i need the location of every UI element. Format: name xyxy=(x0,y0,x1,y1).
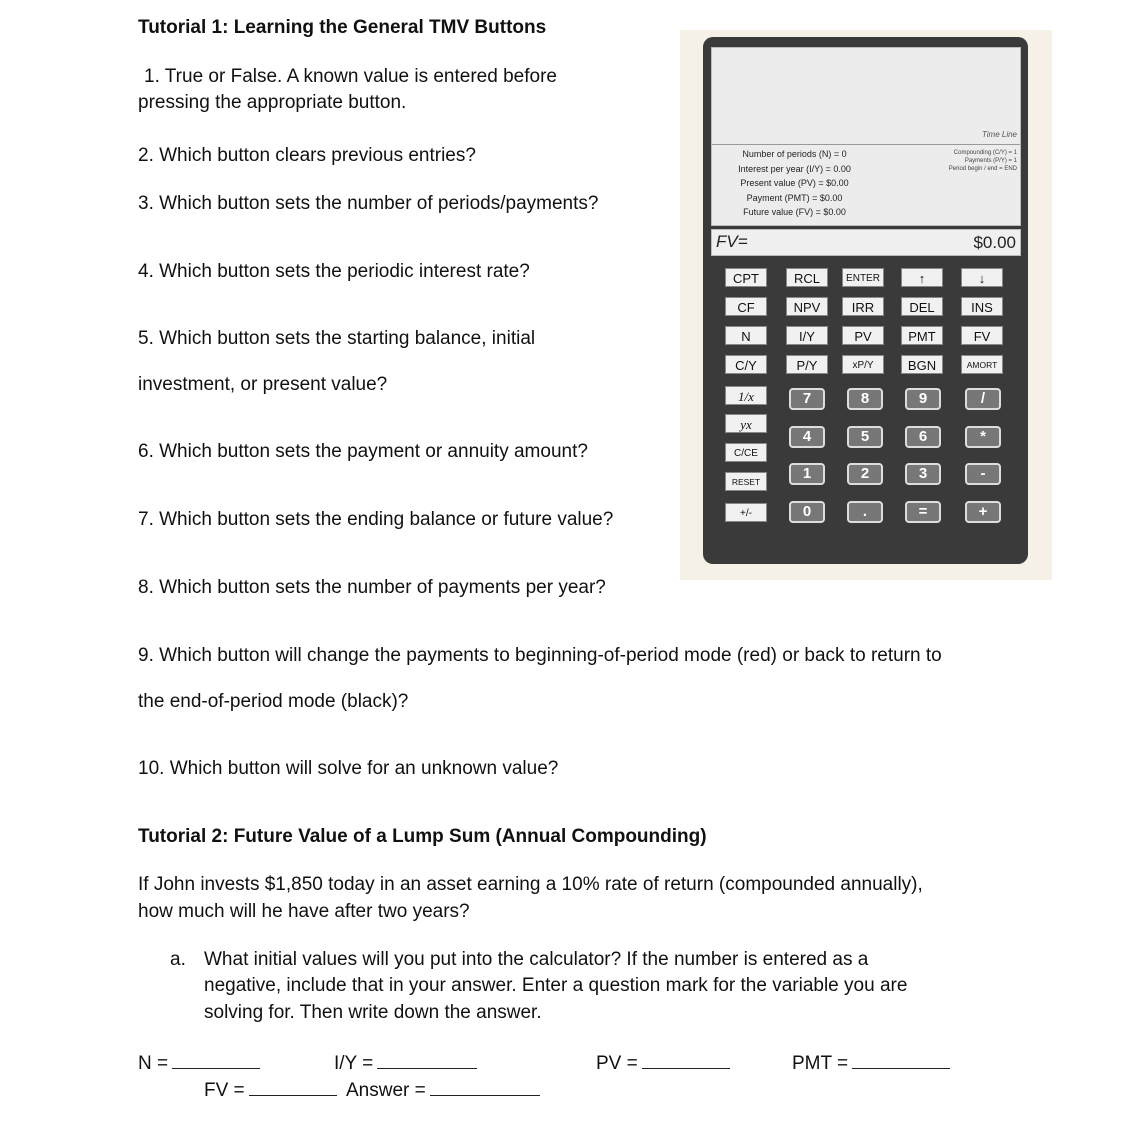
tutorial1-title: Tutorial 1: Learning the General TMV Buttons xyxy=(138,17,547,38)
question-7: 7. Which button sets the ending balance or future value? xyxy=(138,509,614,530)
field-iy xyxy=(334,1048,477,1077)
part-a-line3: solving for. Then write down the answer. xyxy=(204,1002,542,1023)
field-n xyxy=(138,1048,260,1077)
field-answer-label: Answer = xyxy=(346,1080,426,1101)
key-pmt[interactable]: PMT xyxy=(901,326,943,345)
value-pmt: Payment (PMT) = $0.00 xyxy=(746,192,843,203)
display-label: FV= xyxy=(716,232,748,251)
field-answer xyxy=(346,1075,540,1104)
problem-line1: If John invests $1,850 today in an asset earning a 10% rate of return (compounded annually), xyxy=(138,874,923,895)
key-decimal[interactable]: . xyxy=(847,501,883,523)
question-2: 2. Which button clears previous entries? xyxy=(138,145,476,166)
key-3[interactable]: 3 xyxy=(905,463,941,485)
value-n: Number of periods (N) = 0 xyxy=(742,149,847,159)
compounding-cy: Compounding (C/Y) = 1 xyxy=(953,150,1017,156)
field-pmt-label: PMT = xyxy=(792,1053,849,1074)
question-10: 10. Which button will solve for an unknown value? xyxy=(138,758,559,779)
key-5[interactable]: 5 xyxy=(847,426,883,448)
key-reciprocal[interactable]: 1/x xyxy=(725,386,767,405)
key-cy[interactable]: C/Y xyxy=(725,355,767,374)
part-a-marker: a. xyxy=(170,949,186,970)
key-reset[interactable]: RESET xyxy=(725,472,767,491)
field-pv-blank[interactable] xyxy=(642,1048,730,1069)
question-5-line1: 5. Which button sets the starting balance, initial xyxy=(138,328,536,349)
value-pv: Present value (PV) = $0.00 xyxy=(740,178,849,188)
tvm-calculator xyxy=(703,37,1028,564)
question-8: 8. Which button sets the number of payments per year? xyxy=(138,577,606,598)
part-a-line2: negative, include that in your answer. Enter a question mark for the variable you are xyxy=(204,975,908,996)
period-mode: Period begin / end = END xyxy=(948,166,1017,172)
key-multiply[interactable]: * xyxy=(965,426,1001,448)
key-power[interactable]: yx xyxy=(725,414,767,433)
key-n[interactable]: N xyxy=(725,326,767,345)
tutorial2-title: Tutorial 2: Future Value of a Lump Sum (Annual Compounding) xyxy=(138,826,707,847)
calculator-screen xyxy=(711,47,1021,226)
key-npv[interactable]: NPV xyxy=(786,297,828,316)
field-n-label: N = xyxy=(138,1053,169,1074)
calculator-display xyxy=(711,229,1021,256)
compounding-info xyxy=(887,149,1017,173)
key-8[interactable]: 8 xyxy=(847,388,883,410)
key-enter[interactable]: ENTER xyxy=(842,268,884,287)
key-ins[interactable]: INS xyxy=(961,297,1003,316)
key-1[interactable]: 1 xyxy=(789,463,825,485)
key-rcl[interactable]: RCL xyxy=(786,268,828,287)
question-1-line1: 1. True or False. A known value is entered before xyxy=(144,66,557,87)
timeline-line xyxy=(712,144,1020,145)
key-plus-minus[interactable]: +/- xyxy=(725,503,767,522)
question-4: 4. Which button sets the periodic interest rate? xyxy=(138,261,530,282)
value-fv: Future value (FV) = $0.00 xyxy=(743,207,846,217)
field-iy-blank[interactable] xyxy=(377,1048,477,1069)
key-bgn[interactable]: BGN xyxy=(901,355,943,374)
key-py[interactable]: P/Y xyxy=(786,355,828,374)
question-1-line2: pressing the appropriate button. xyxy=(138,92,407,113)
key-cpt[interactable]: CPT xyxy=(725,268,767,287)
compounding-py: Payments (P/Y) = 1 xyxy=(964,158,1017,164)
key-0[interactable]: 0 xyxy=(789,501,825,523)
tvm-values xyxy=(712,147,877,220)
key-amort[interactable]: AMORT xyxy=(961,355,1003,374)
field-iy-label: I/Y = xyxy=(334,1053,374,1074)
field-pv-label: PV = xyxy=(596,1053,638,1074)
key-down-arrow[interactable]: ↓ xyxy=(961,268,1003,287)
field-n-blank[interactable] xyxy=(172,1048,260,1069)
key-7[interactable]: 7 xyxy=(789,388,825,410)
key-pv[interactable]: PV xyxy=(842,326,884,345)
key-up-arrow[interactable]: ↑ xyxy=(901,268,943,287)
value-iy: Interest per year (I/Y) = 0.00 xyxy=(738,163,851,174)
field-fv xyxy=(204,1075,337,1104)
field-pmt-blank[interactable] xyxy=(852,1048,950,1069)
key-2[interactable]: 2 xyxy=(847,463,883,485)
problem-line2: how much will he have after two years? xyxy=(138,901,470,922)
key-del[interactable]: DEL xyxy=(901,297,943,316)
key-equals[interactable]: = xyxy=(905,501,941,523)
key-xpy[interactable]: xP/Y xyxy=(842,355,884,374)
field-fv-label: FV = xyxy=(204,1080,245,1101)
key-6[interactable]: 6 xyxy=(905,426,941,448)
field-pmt xyxy=(792,1048,950,1077)
question-6: 6. Which button sets the payment or annuity amount? xyxy=(138,441,588,462)
key-fv[interactable]: FV xyxy=(961,326,1003,345)
field-pv xyxy=(596,1048,730,1077)
key-cf[interactable]: CF xyxy=(725,297,767,316)
key-divide[interactable]: / xyxy=(965,388,1001,410)
part-a-line1: What initial values will you put into the calculator? If the number is entered as a xyxy=(204,949,869,970)
key-irr[interactable]: IRR xyxy=(842,297,884,316)
key-4[interactable]: 4 xyxy=(789,426,825,448)
key-minus[interactable]: - xyxy=(965,463,1001,485)
display-value: $0.00 xyxy=(973,233,1016,252)
field-answer-blank[interactable] xyxy=(430,1075,540,1096)
timeline-label: Time Line xyxy=(981,130,1017,139)
key-iy[interactable]: I/Y xyxy=(786,326,828,345)
field-fv-blank[interactable] xyxy=(249,1075,337,1096)
question-3: 3. Which button sets the number of periods/payments? xyxy=(138,193,599,214)
question-9-line2: the end-of-period mode (black)? xyxy=(138,691,409,712)
key-clear[interactable]: C/CE xyxy=(725,443,767,462)
question-5-line2: investment, or present value? xyxy=(138,374,388,395)
question-9-line1: 9. Which button will change the payments to beginning-of-period mode (red) or back to return to xyxy=(138,645,942,666)
key-plus[interactable]: + xyxy=(965,501,1001,523)
key-9[interactable]: 9 xyxy=(905,388,941,410)
